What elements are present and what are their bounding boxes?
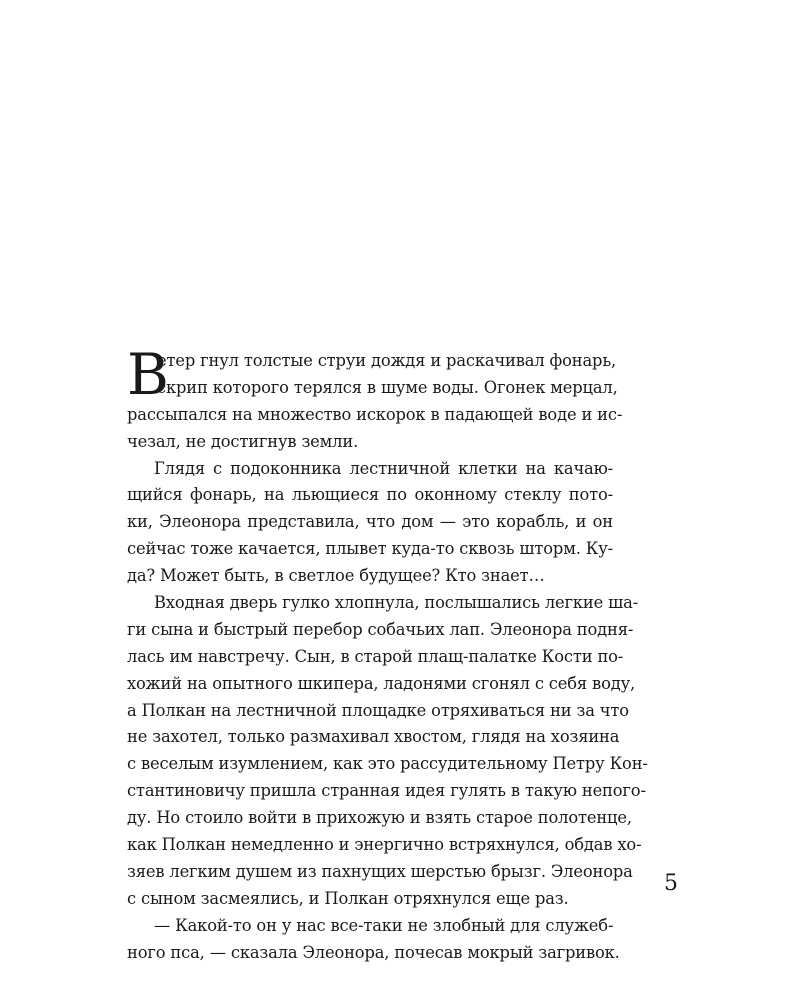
page-number: 5 bbox=[664, 871, 678, 896]
text-line: с веселым изумлением, как это рассудительному Петру Кон- bbox=[127, 754, 648, 774]
text-line: щийся фонарь, на льющиеся по оконному стеклу пото- bbox=[127, 485, 613, 505]
body-text bbox=[127, 342, 648, 966]
text-line: Входная дверь гулко хлопнула, послышались легкие ша- bbox=[154, 593, 639, 613]
text-line: лась им навстречу. Сын, в старой плащ-палатке Кости по- bbox=[127, 646, 624, 666]
text-line: не захотел, только размахивал хвостом, глядя на хозяина bbox=[127, 727, 620, 747]
text-line: ки, Элеонора представила, что дом — это корабль, и он bbox=[127, 512, 613, 532]
text-line: да? Может быть, в светлое будущее? Кто знает… bbox=[127, 566, 545, 586]
text-line: — Какой-то он у нас все-таки не злобный для служеб- bbox=[154, 915, 614, 935]
text-line: скрип которого терялся в шуме воды. Огонек мерцал, bbox=[157, 377, 618, 397]
text-line: а Полкан на лестничной площадке отряхиваться ни за что bbox=[127, 700, 629, 720]
text-line: ного пса, — сказала Элеонора, почесав мокрый загривок. bbox=[127, 942, 620, 962]
text-line: зяев легким душем из пахнущих шерстью брызг. Элеонора bbox=[127, 861, 633, 881]
text-line: ги сына и быстрый перебор собачьих лап. Элеонора подня- bbox=[127, 619, 634, 639]
text-line: как Полкан немедленно и энергично встряхнулся, обдав хо- bbox=[127, 835, 642, 855]
text-line: хожий на опытного шкипера, ладонями сгонял с себя воду, bbox=[127, 673, 636, 693]
text-line: с сыном засмеялись, и Полкан отряхнулся еще раз. bbox=[127, 888, 569, 908]
text-line: стантиновичу пришла странная идея гулять в такую непого- bbox=[127, 781, 646, 801]
text-line: чезал, не достигнув земли. bbox=[127, 431, 359, 451]
text-line: сейчас тоже качается, плывет куда-то сквозь шторм. Ку- bbox=[127, 539, 613, 559]
drop-cap: В bbox=[127, 342, 169, 408]
text-line: Глядя с подоконника лестничной клетки на качаю- bbox=[154, 458, 613, 478]
text-line: ду. Но стоило войти в прихожую и взять старое полотенце, bbox=[127, 808, 632, 828]
text-line: рассыпался на множество искорок в падающей воде и ис- bbox=[127, 404, 623, 424]
text-line: етер гнул толстые струи дождя и раскачивал фонарь, bbox=[157, 351, 617, 370]
